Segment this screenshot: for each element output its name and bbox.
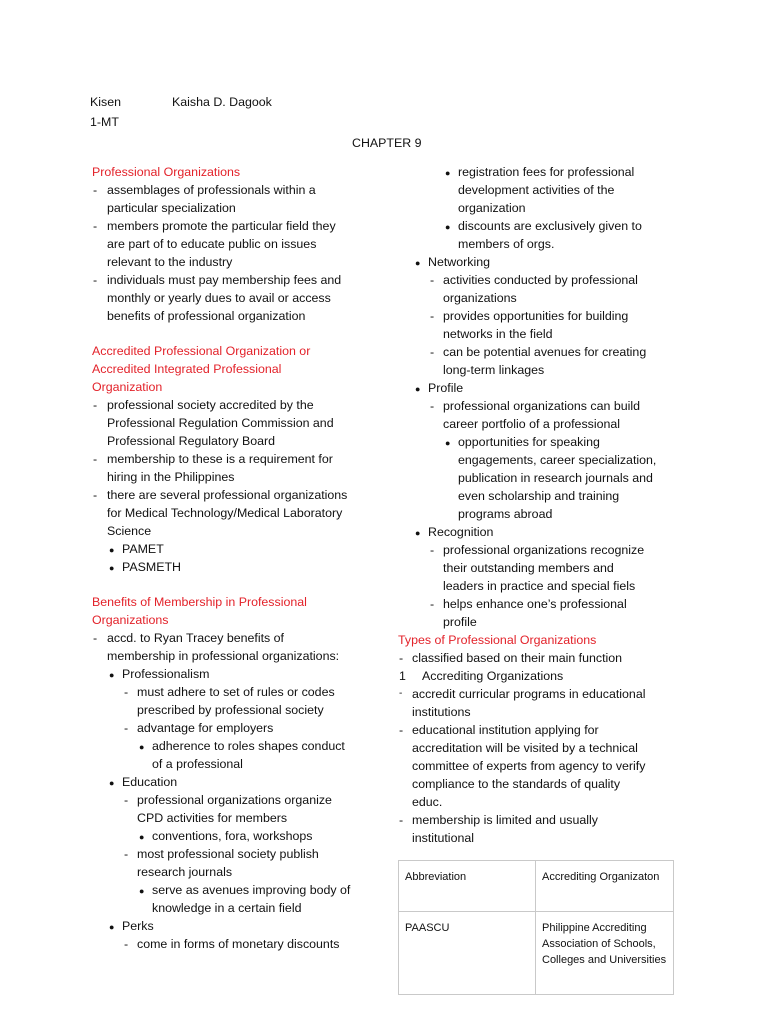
section-title-benefits: Organizations xyxy=(92,613,169,627)
bullet-text: institutions xyxy=(412,705,471,719)
section-title-professional-organizations: Professional Organizations xyxy=(92,165,241,179)
dash-marker xyxy=(93,217,97,235)
bullet-text: monthly or yearly dues to avail or access xyxy=(107,291,331,305)
bullet-text: educational institution applying for xyxy=(412,723,599,737)
bullet-marker xyxy=(445,163,450,182)
bullet-text: professional organizations can build xyxy=(443,399,640,413)
section-title-accredited-organization: Accredited Integrated Professional xyxy=(92,362,282,376)
dash-marker xyxy=(124,845,128,863)
table-row xyxy=(399,912,674,995)
bullet-text: accredit curricular programs in educational xyxy=(412,687,646,701)
bullet-text: their outstanding members and xyxy=(443,561,614,575)
bullet-text: Professional Regulation Commission and xyxy=(107,416,334,430)
bullet-marker xyxy=(445,433,450,452)
bullet-text: organizations xyxy=(443,291,517,305)
dash-marker xyxy=(430,307,434,325)
bullet-text: benefits of professional organization xyxy=(107,309,306,323)
bullet-marker xyxy=(415,253,420,272)
bullet-marker xyxy=(109,917,114,936)
dash-marker xyxy=(430,343,434,361)
bullet-text: Science xyxy=(107,524,152,538)
bullet-text: accd. to Ryan Tracey benefits of xyxy=(107,631,285,645)
bullet-marker xyxy=(139,827,144,846)
bullet-text: activities conducted by professional xyxy=(443,273,638,287)
bullet-text: individuals must pay membership fees and xyxy=(107,273,342,287)
dash-marker xyxy=(430,397,434,415)
bullet-marker xyxy=(109,773,114,792)
bullet-text: knowledge in a certain field xyxy=(152,901,302,915)
bullet-marker xyxy=(109,558,114,577)
bullet-text: leaders in practice and special fiels xyxy=(443,579,636,593)
bullet-marker xyxy=(445,217,450,236)
bullet-text: adherence to roles shapes conduct xyxy=(152,739,345,753)
bullet-text: members promote the particular field they xyxy=(107,219,336,233)
bullet-text: for Medical Technology/Medical Laboratory xyxy=(107,506,343,520)
dash-marker xyxy=(430,271,434,289)
dash-marker xyxy=(124,719,128,737)
bullet-text: most professional society publish xyxy=(137,847,319,861)
dash-marker: - xyxy=(399,688,403,699)
list-number: 1 xyxy=(399,669,406,683)
section-title-accredited-organization: Organization xyxy=(92,380,163,394)
bullet-marker xyxy=(139,737,144,756)
bullet-text: advantage for employers xyxy=(137,721,274,735)
bullet-text: hiring in the Philippines xyxy=(107,470,235,484)
bullet-marker xyxy=(139,881,144,900)
table-header-cell: Abbreviation xyxy=(399,861,536,912)
bullet-text: conventions, fora, workshops xyxy=(152,829,313,843)
bullet-text: research journals xyxy=(137,865,233,879)
bullet-text: relevant to the industry xyxy=(107,255,233,269)
section-title-types: Types of Professional Organizations xyxy=(398,633,597,647)
bullet-text: classified based on their main function xyxy=(412,651,623,665)
bullet-text: particular specialization xyxy=(107,201,236,215)
dash-marker xyxy=(93,629,97,647)
bullet-text: engagements, career specialization, xyxy=(458,453,657,467)
bullet-text: Professional Regulatory Board xyxy=(107,434,276,448)
left-column xyxy=(92,163,392,953)
dash-marker xyxy=(124,683,128,701)
table-cell: PAASCU xyxy=(399,912,536,995)
student-first-name: Kisen xyxy=(90,95,121,109)
bullet-marker xyxy=(109,665,114,684)
benefit-networking: Networking xyxy=(428,255,490,269)
bullet-text: of a professional xyxy=(152,757,243,771)
bullet-text: membership in professional organizations: xyxy=(107,649,340,663)
bullet-text: professional society accredited by the xyxy=(107,398,314,412)
bullet-text: registration fees for professional xyxy=(458,165,635,179)
benefit-education: Education xyxy=(122,775,178,789)
bullet-text: programs abroad xyxy=(458,507,553,521)
org-pamet: PAMET xyxy=(122,542,164,556)
bullet-text: career portfolio of a professional xyxy=(443,417,621,431)
bullet-text: publication in research journals and xyxy=(458,471,653,485)
bullet-text: discounts are exclusively given to xyxy=(458,219,642,233)
bullet-marker xyxy=(415,523,420,542)
bullet-text: membership to these is a requirement for xyxy=(107,452,333,466)
type-accrediting-organizations: Accrediting Organizations xyxy=(422,669,564,683)
accrediting-organizations-table xyxy=(398,860,674,995)
bullet-marker xyxy=(415,379,420,398)
bullet-text: compliance to the standards of quality xyxy=(412,777,621,791)
bullet-text: must adhere to set of rules or codes xyxy=(137,685,335,699)
org-pasmeth: PASMETH xyxy=(122,560,181,574)
dash-marker xyxy=(93,271,97,289)
bullet-marker xyxy=(109,540,114,559)
bullet-text: can be potential avenues for creating xyxy=(443,345,647,359)
bullet-text: prescribed by professional society xyxy=(137,703,324,717)
benefit-profile: Profile xyxy=(428,381,464,395)
dash-marker xyxy=(93,450,97,468)
bullet-text: development activities of the xyxy=(458,183,615,197)
bullet-text: professional organizations organize xyxy=(137,793,332,807)
chapter-title: CHAPTER 9 xyxy=(352,136,422,150)
bullet-text: members of orgs. xyxy=(458,237,555,251)
bullet-text: assemblages of professionals within a xyxy=(107,183,316,197)
dash-marker xyxy=(93,181,97,199)
bullet-text: educ. xyxy=(412,795,443,809)
bullet-text: long-term linkages xyxy=(443,363,545,377)
dash-marker xyxy=(93,486,97,504)
bullet-text: membership is limited and usually xyxy=(412,813,598,827)
table-cell: Philippine Accrediting Association of Schools, Colleges and Universities xyxy=(536,912,674,995)
section-title-benefits: Benefits of Membership in Professional xyxy=(92,595,307,609)
bullet-text: CPD activities for members xyxy=(137,811,288,825)
dash-marker xyxy=(93,396,97,414)
dash-marker xyxy=(430,595,434,613)
bullet-text: networks in the field xyxy=(443,327,553,341)
bullet-text: helps enhance one’s professional xyxy=(443,597,627,611)
benefit-recognition: Recognition xyxy=(428,525,494,539)
table-header-row xyxy=(399,861,674,912)
student-full-name: Kaisha D. Dagook xyxy=(172,95,272,109)
dash-marker xyxy=(399,811,403,829)
table-header-cell: Accrediting Organizaton xyxy=(536,861,674,912)
dash-marker xyxy=(399,649,403,667)
bullet-text: there are several professional organizations xyxy=(107,488,348,502)
bullet-text: institutional xyxy=(412,831,474,845)
section-title-accredited-organization: Accredited Professional Organization or xyxy=(92,344,311,358)
bullet-text: opportunities for speaking xyxy=(458,435,600,449)
dash-marker xyxy=(399,721,403,739)
dash-marker xyxy=(430,541,434,559)
bullet-text: serve as avenues improving body of xyxy=(152,883,351,897)
benefit-perks: Perks xyxy=(122,919,154,933)
bullet-text: provides opportunities for building xyxy=(443,309,629,323)
bullet-text: professional organizations recognize xyxy=(443,543,645,557)
right-column xyxy=(398,163,688,847)
dash-marker xyxy=(124,935,128,953)
dash-marker xyxy=(124,791,128,809)
bullet-text: committee of experts from agency to verify xyxy=(412,759,646,773)
bullet-text: even scholarship and training xyxy=(458,489,620,503)
bullet-text: accreditation will be visited by a technical xyxy=(412,741,638,755)
benefit-professionalism: Professionalism xyxy=(122,667,210,681)
student-section: 1-MT xyxy=(90,115,119,129)
bullet-text: organization xyxy=(458,201,526,215)
bullet-text: come in forms of monetary discounts xyxy=(137,937,340,951)
bullet-text: are part of to educate public on issues xyxy=(107,237,317,251)
bullet-text: profile xyxy=(443,615,477,629)
